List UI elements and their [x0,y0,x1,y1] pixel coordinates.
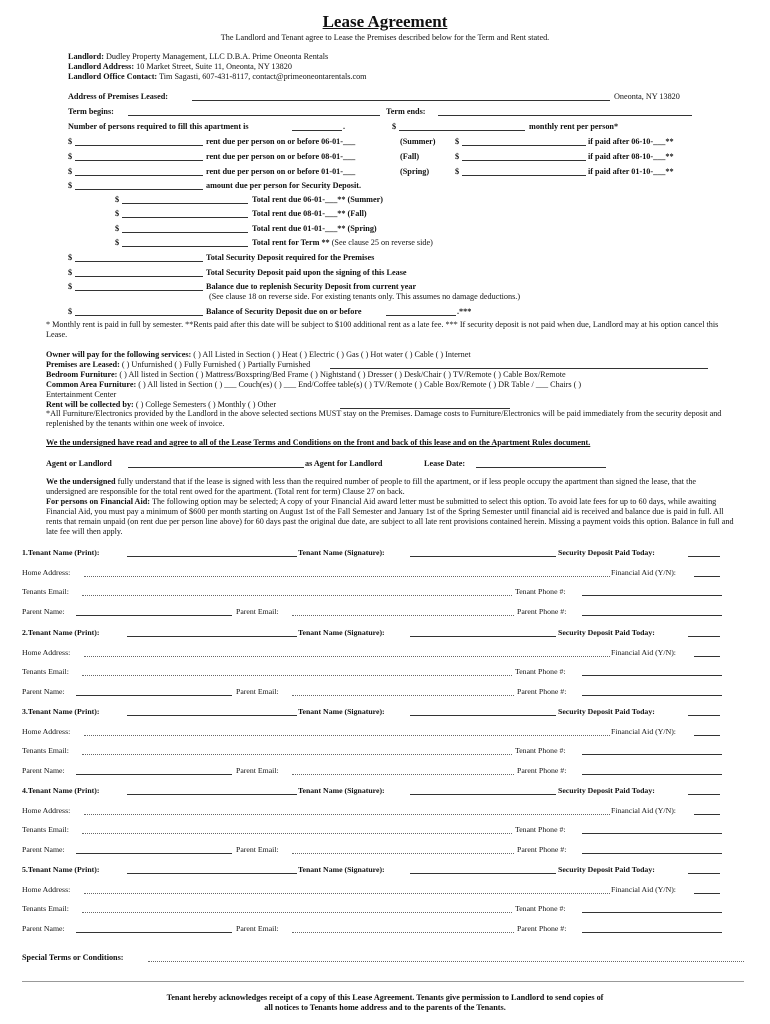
rent-row-amount-field[interactable] [75,137,203,146]
tenant-print-field[interactable] [127,548,297,557]
total-dollar: $ [115,224,120,233]
monthly-rent-label: monthly rent per person* [529,122,619,131]
tenant-signature-field[interactable] [410,707,556,716]
tenant-number: 1. [22,548,28,557]
tenant-phone-field[interactable] [582,746,722,755]
total-label-line [252,209,367,218]
agent-field[interactable] [128,459,304,468]
financial-aid-field[interactable] [694,648,720,657]
owner-services-label: Owner will pay for the following services: [46,350,192,359]
closing-line-2: all notices to Tenants home address and to the parents of the Tenants. [264,1003,506,1012]
tenant-phone-label: Tenant Phone #: [515,825,566,834]
rent-row-dollar: $ [68,167,73,176]
financial-aid-label: Financial Aid (Y/N): [611,568,676,577]
tenant-signature-field[interactable] [410,786,556,795]
tenant-print-label: Tenant Name (Print): [27,707,100,716]
financial-aid-field[interactable] [694,727,720,736]
total-dollar: $ [115,238,120,247]
rent-row-season: (Spring) [400,167,430,176]
lease-date-label: Lease Date: [424,459,466,468]
page-title: Lease Agreement [322,12,448,31]
deposit-paid-label: Security Deposit Paid Today: [558,865,655,874]
deposit-paid-field[interactable] [688,707,720,716]
rent-row-dollar: $ [68,137,73,146]
deposit-paid-field[interactable] [688,865,720,874]
tenant-phone-field[interactable] [582,667,722,676]
lease-date-field[interactable] [476,459,606,468]
tenant-signature-label: Tenant Name (Signature): [298,548,385,557]
bedroom-line [46,370,566,379]
dep-paid-dollar: $ [68,268,73,277]
parent-email-label: Parent Email: [236,607,279,616]
rent-row-late-label: if paid after 01-10-___** [588,167,674,176]
agreement-statement: We the undersigned have read and agree to all of the Lease Terms and Conditions on the front and back of this lease and on the Apartment Rules document. [46,438,591,447]
total-label: Total rent due 08-01-___** (Fall) [252,209,367,218]
dep-due-field[interactable] [75,307,203,316]
parent-name-label: Parent Name: [22,687,65,696]
tenant-email-label: Tenants Email: [22,746,69,755]
landlord-address-line [68,62,292,71]
parent-phone-label: Parent Phone #: [517,766,567,775]
tenant-signature-label: Tenant Name (Signature): [298,707,385,716]
total-label: Total rent for Term ** [252,238,330,247]
parent-email-label: Parent Email: [236,924,279,933]
collect-line [46,400,276,409]
home-address-field[interactable] [84,885,610,894]
tenant-phone-field[interactable] [582,587,722,596]
landlord-value: Dudley Property Management, LLC D.B.A. Prime Oneonta Rentals [106,52,329,61]
parent-phone-field[interactable] [582,607,722,616]
tenant-email-field[interactable] [82,825,512,834]
parent-name-field[interactable] [76,766,232,775]
tenant-signature-label: Tenant Name (Signature): [298,865,385,874]
undersigned-bold: We the undersigned [46,477,116,486]
divider [22,981,744,982]
term-begins-field[interactable] [128,107,380,116]
rent-row-late-dollar: $ [455,152,460,161]
parent-phone-field[interactable] [582,845,722,854]
tenant-number: 3. [22,707,28,716]
financial-aid-field[interactable] [694,568,720,577]
premises-address-field[interactable] [192,92,610,101]
financial-aid-text: The following option may be selected; A copy of your Financial Aid award letter must be submitted to select this option. To avoid late fees for up to 60 days, while awaiting Financial Aid, you must pay a minimum of $600 per month starting on August 1st of the Fall Semester and January 1st of the Spring Semester until financial aid is received and balance due is paid in full. All rents that remain unpaid (on rent due per person line above) for 60 days past the original due date, are subject to all late rent provisions contained herein. Missing a payment voids this option. Balance in full and late fee will then apply. [46,497,734,536]
tenant-phone-label: Tenant Phone #: [515,904,566,913]
tenant-print-field[interactable] [127,865,297,874]
tenant-email-field[interactable] [82,667,512,676]
special-terms-field[interactable] [148,953,744,962]
tenant-signature-label: Tenant Name (Signature): [298,628,385,637]
total-dollar: $ [115,209,120,218]
total-dollar: $ [115,195,120,204]
rent-row-due-label: rent due per person on or before 01-01-___ [206,167,356,176]
parent-phone-label: Parent Phone #: [517,845,567,854]
tenant-number: 2. [22,628,28,637]
tenant-signature-field[interactable] [410,865,556,874]
rent-row-late-dollar: $ [455,137,460,146]
rent-footnote: * Monthly rent is paid in full by semester. **Rents paid after this date will be subject to $100 additional rent as a late fee. *** If security deposit is not paid when due, Landlord may at his option cancel this Lease. [46,320,719,339]
tenant-print-field[interactable] [127,786,297,795]
rent-row-due-label: rent due per person on or before 08-01-___ [206,152,356,161]
parent-name-field[interactable] [76,924,232,933]
tenant-number: 4. [22,786,28,795]
premises-city: Oneonta, NY 13820 [614,92,680,101]
dep-balance-label: Balance due to replenish Security Deposit from current year [206,282,417,291]
security-dollar: $ [68,181,73,190]
home-address-field[interactable] [84,806,610,815]
deposit-paid-field[interactable] [688,628,720,637]
tenant-email-field[interactable] [82,746,512,755]
parent-email-label: Parent Email: [236,845,279,854]
deposit-paid-field[interactable] [688,548,720,557]
collect-other-field[interactable] [340,400,510,409]
dep-due-suffix: .*** [457,307,472,316]
home-address-label: Home Address: [22,885,71,894]
tenant-print-label: Tenant Name (Print): [27,628,100,637]
parent-phone-label: Parent Phone #: [517,687,567,696]
tenant-signature-field[interactable] [410,548,556,557]
persons-label: Number of persons required to fill this apartment is [68,122,249,131]
deposit-paid-label: Security Deposit Paid Today: [558,786,655,795]
premises-leased-options[interactable]: ( ) Unfurnished ( ) Fully Furnished ( ) Partially Furnished [121,360,311,369]
common-line-2: Entertainment Center [46,390,117,399]
deposit-paid-label: Security Deposit Paid Today: [558,628,655,637]
parent-email-label: Parent Email: [236,766,279,775]
home-address-field[interactable] [84,648,610,657]
home-address-label: Home Address: [22,568,71,577]
agent-label: Agent or Landlord [46,459,112,468]
tenant-phone-field[interactable] [582,904,722,913]
deposit-paid-label: Security Deposit Paid Today: [558,707,655,716]
dep-paid-label: Total Security Deposit paid upon the signing of this Lease [206,268,407,277]
rent-row-amount-field[interactable] [75,152,203,161]
rent-row-late-label: if paid after 06-10-___** [588,137,674,146]
dep-required-field[interactable] [75,253,203,262]
closing-line-1: Tenant hereby acknowledges receipt of a copy of this Lease Agreement. Tenants give permission to Landlord to send copies of [166,993,604,1002]
parent-name-field[interactable] [76,687,232,696]
owner-services-options[interactable]: ( ) All Listed in Section ( ) Heat ( ) Electric ( ) Gas ( ) Hot water ( ) Cable ( ) Internet [193,350,471,359]
parent-email-field[interactable] [292,607,514,616]
tenant-email-label: Tenants Email: [22,904,69,913]
landlord-address-label: Landlord Address: [68,62,135,71]
rent-row-season: (Summer) [400,137,436,146]
total-label: Total rent due 06-01-___** (Summer) [252,195,383,204]
financial-aid-label: Financial Aid (Y/N): [611,885,676,894]
tenant-email-field[interactable] [82,587,512,596]
premises-leased-label: Premises are Leased: [46,360,120,369]
rent-row-season: (Fall) [400,152,420,161]
as-agent-label: as Agent for Landlord [305,459,383,468]
total-amount-field[interactable] [122,195,248,204]
rent-row-late-field[interactable] [462,167,586,176]
landlord-contact-value: Tim Sagasti, 607-431-8117, contact@primeoneontarentals.com [159,72,367,81]
parent-phone-label: Parent Phone #: [517,607,567,616]
parent-name-label: Parent Name: [22,766,65,775]
dep-due-date-field[interactable] [386,307,456,316]
owner-services-line [46,350,471,359]
dep-paid-field[interactable] [75,268,203,277]
monthly-rent-field[interactable] [399,122,525,131]
dep-required-label: Total Security Deposit required for the Premises [206,253,375,262]
bedroom-label: Bedroom Furniture: [46,370,118,379]
collect-options[interactable]: ( ) College Semesters ( ) Monthly ( ) Other [135,400,277,409]
rent-row-dollar: $ [68,152,73,161]
total-amount-field[interactable] [122,224,248,233]
landlord-contact-line [68,72,367,81]
parent-name-field[interactable] [76,607,232,616]
parent-name-label: Parent Name: [22,845,65,854]
financial-aid-label: Financial Aid (Y/N): [611,727,676,736]
tenant-phone-label: Tenant Phone #: [515,587,566,596]
tenant-email-label: Tenants Email: [22,825,69,834]
tenant-phone-field[interactable] [582,825,722,834]
premises-leased-field[interactable] [330,360,708,369]
term-ends-label: Term ends: [386,107,426,116]
parent-phone-field[interactable] [582,687,722,696]
parent-name-field[interactable] [76,845,232,854]
tenant-phone-label: Tenant Phone #: [515,667,566,676]
home-address-field[interactable] [84,568,610,577]
parent-name-label: Parent Name: [22,924,65,933]
financial-aid-label: Financial Aid (Y/N): [611,806,676,815]
undersigned-text: fully understand that if the lease is signed with less than the required number of people to fill the apartment, or if less people occupy the apartment than signed the lease, that the undersigned are responsible for the total rent owed for the apartment. (Total rent for term) Clause 27 on back. [46,477,697,496]
security-label: amount due per person for Security Deposit. [206,181,362,190]
deposit-paid-label: Security Deposit Paid Today: [558,548,655,557]
landlord-line [68,52,328,61]
financial-aid-field[interactable] [694,806,720,815]
premises-leased-line [46,360,310,369]
term-ends-field[interactable] [438,107,692,116]
parent-email-field[interactable] [292,924,514,933]
tenant-number: 5. [22,865,28,874]
dep-due-label: Balance of Security Deposit due on or before [206,307,362,316]
total-label: Total rent due 01-01-___** (Spring) [252,224,377,233]
collect-label: Rent will be collected by: [46,400,134,409]
deposit-paid-field[interactable] [688,786,720,795]
tenant-email-label: Tenants Email: [22,587,69,596]
rent-row-late-field[interactable] [462,152,586,161]
parent-phone-field[interactable] [582,766,722,775]
rent-row-late-label: if paid after 08-10-___** [588,152,674,161]
rent-row-late-field[interactable] [462,137,586,146]
page-subtitle: The Landlord and Tenant agree to Lease the Premises described below for the Term and Rent stated. [220,33,550,42]
dep-balance-field[interactable] [75,282,203,291]
parent-email-field[interactable] [292,687,514,696]
tenant-phone-label: Tenant Phone #: [515,746,566,755]
total-label-line [252,238,433,247]
landlord-address-value: 10 Market Street, Suite 11, Oneonta, NY 13820 [136,62,292,71]
total-label-line [252,195,383,204]
total-amount-field[interactable] [122,209,248,218]
landlord-contact-label: Landlord Office Contact: [68,72,158,81]
landlord-label: Landlord: [68,52,104,61]
parent-phone-label: Parent Phone #: [517,924,567,933]
bedroom-options[interactable]: ( ) All listed in Section ( ) Mattress/Boxspring/Bed Frame ( ) Nightstand ( ) Dresser ( ) Desk/Chair ( ) TV/Remote ( ) Cable Box/Remote [119,370,566,379]
parent-email-field[interactable] [292,766,514,775]
tenant-print-label: Tenant Name (Print): [27,548,100,557]
rent-row-due-label: rent due per person on or before 06-01-___ [206,137,356,146]
parent-name-label: Parent Name: [22,607,65,616]
tenant-email-label: Tenants Email: [22,667,69,676]
monthly-dollar: $ [392,122,397,131]
undersigned-paragraph [46,477,736,537]
tenant-signature-field[interactable] [410,628,556,637]
dep-balance-dollar: $ [68,282,73,291]
parent-email-label: Parent Email: [236,687,279,696]
dep-due-dollar: $ [68,307,73,316]
home-address-field[interactable] [84,727,610,736]
total-amount-field[interactable] [122,238,248,247]
tenant-signature-label: Tenant Name (Signature): [298,786,385,795]
dep-required-dollar: $ [68,253,73,262]
security-field[interactable] [75,181,203,190]
tenant-print-field[interactable] [127,628,297,637]
tenant-print-field[interactable] [127,707,297,716]
persons-field[interactable] [292,122,342,131]
term-begins-label: Term begins: [68,107,114,116]
rent-row-late-dollar: $ [455,167,460,176]
common-label: Common Area Furniture: [46,380,137,389]
dep-balance-note: (See clause 18 on reverse side. For existing tenants only. This assumes no damage deductions.) [209,292,521,301]
tenant-print-label: Tenant Name (Print): [27,865,100,874]
rent-row-amount-field[interactable] [75,167,203,176]
furniture-note: *All Furniture/Electronics provided by the Landlord in the above selected sections MUST stay on the Premises. Damage costs to Furniture/Electronics will be paid immediately from the security deposit and replenished by the tenants within one week of invoice. [46,409,722,428]
common-options[interactable]: ( ) All listed in Section ( ) ___ Couch(es) ( ) ___ End/Coffee table(s) ( ) TV/Remote ( ) Cable Box/Remote ( ) DR Table / ___ Chairs ( ) [138,380,582,389]
home-address-label: Home Address: [22,727,71,736]
parent-email-field[interactable] [292,845,514,854]
total-label-line [252,224,377,233]
financial-aid-label: Financial Aid (Y/N): [611,648,676,657]
special-terms-label: Special Terms or Conditions: [22,953,124,962]
tenant-print-label: Tenant Name (Print): [27,786,100,795]
persons-dot: . [343,122,346,131]
total-note: (See clause 25 on reverse side) [331,238,433,247]
financial-aid-bold: For persons on Financial Aid: [46,497,151,506]
home-address-label: Home Address: [22,648,71,657]
tenant-email-field[interactable] [82,904,512,913]
financial-aid-field[interactable] [694,885,720,894]
premises-address-label: Address of Premises Leased: [68,92,168,101]
common-line [46,380,581,389]
home-address-label: Home Address: [22,806,71,815]
parent-phone-field[interactable] [582,924,722,933]
